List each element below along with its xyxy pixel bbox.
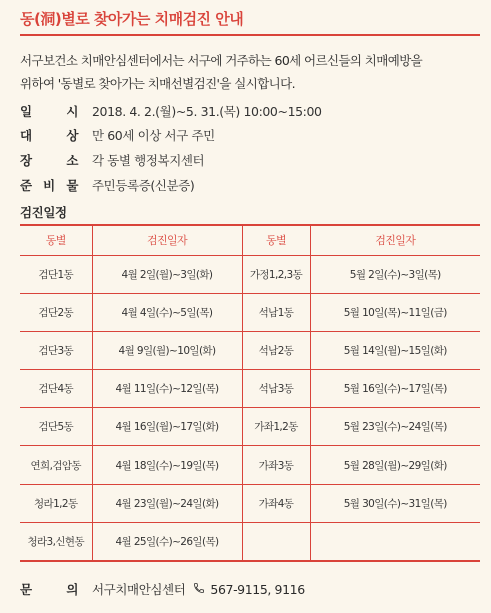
intro-paragraph bbox=[20, 49, 482, 95]
cell-district: 청라1,2동 bbox=[20, 484, 92, 522]
table-row bbox=[20, 522, 480, 560]
header-date-1: 검진일자 bbox=[92, 225, 242, 255]
cell-date: 4월 4일(수)~5일(목) bbox=[92, 293, 242, 331]
info-row-date bbox=[20, 101, 322, 121]
info-row-place bbox=[20, 150, 204, 170]
table-row bbox=[20, 484, 480, 522]
cell-district: 검단2동 bbox=[20, 293, 92, 331]
label-char: 문 bbox=[20, 582, 32, 597]
info-row-target bbox=[20, 125, 215, 145]
schedule-table bbox=[20, 224, 480, 562]
schedule-table-container bbox=[20, 224, 480, 562]
contact-phone: 567-9115, 9116 bbox=[210, 581, 305, 597]
schedule-title: 검진일정 bbox=[20, 205, 67, 220]
cell-district: 청라3,신현동 bbox=[20, 522, 92, 560]
info-label-date bbox=[20, 102, 92, 120]
label-char: 장 bbox=[20, 153, 32, 168]
phone-icon bbox=[193, 582, 207, 597]
intro-line-1: 서구보건소 치매안심센터에서는 서구에 거주하는 60세 어르신들의 치매예방을 bbox=[20, 53, 423, 68]
label-char: 의 bbox=[66, 582, 78, 597]
cell-district: 석남2동 bbox=[242, 331, 310, 369]
intro-line-2: 위하여 '동별로 찾아가는 치매선별검진'을 실시합니다. bbox=[20, 76, 295, 91]
info-value-place: 각 동별 행정복지센터 bbox=[92, 153, 205, 168]
cell-district: 검단5동 bbox=[20, 408, 92, 446]
cell-district: 가좌1,2동 bbox=[242, 408, 310, 446]
cell-date: 4월 23일(월)~24일(화) bbox=[92, 484, 242, 522]
cell-date bbox=[310, 522, 480, 560]
cell-date: 5월 10일(목)~11일(금) bbox=[310, 293, 480, 331]
info-value-target: 만 60세 이상 서구 주민 bbox=[92, 128, 215, 143]
cell-date: 4월 11일(수)~12일(목) bbox=[92, 370, 242, 408]
cell-district: 검단3동 bbox=[20, 331, 92, 369]
cell-date: 5월 2일(수)~3일(목) bbox=[310, 255, 480, 293]
cell-date: 5월 28일(월)~29일(화) bbox=[310, 446, 480, 484]
info-label-items bbox=[20, 176, 92, 194]
info-row-items bbox=[20, 175, 194, 195]
label-char: 물 bbox=[66, 178, 78, 193]
cell-district: 검단4동 bbox=[20, 370, 92, 408]
table-row bbox=[20, 255, 480, 293]
label-char: 상 bbox=[66, 128, 78, 143]
info-value-date: 2018. 4. 2.(월)~5. 31.(목) 10:00~15:00 bbox=[92, 104, 322, 119]
label-char: 시 bbox=[66, 104, 78, 119]
contact-label bbox=[20, 580, 92, 598]
table-row bbox=[20, 331, 480, 369]
cell-date: 4월 25일(수)~26일(목) bbox=[92, 522, 242, 560]
header-date-2: 검진일자 bbox=[310, 225, 480, 255]
cell-date: 5월 14일(월)~15일(화) bbox=[310, 331, 480, 369]
cell-date: 4월 2일(월)~3일(화) bbox=[92, 255, 242, 293]
label-char: 준 bbox=[20, 178, 32, 193]
label-char: 소 bbox=[66, 153, 78, 168]
cell-district: 석남1동 bbox=[242, 293, 310, 331]
cell-date: 4월 18일(수)~19일(목) bbox=[92, 446, 242, 484]
table-row bbox=[20, 446, 480, 484]
cell-date: 4월 16일(월)~17일(화) bbox=[92, 408, 242, 446]
cell-district: 가좌3동 bbox=[242, 446, 310, 484]
cell-district: 연희,검암동 bbox=[20, 446, 92, 484]
table-header-row bbox=[20, 225, 480, 255]
page-title: 동(洞)별로 찾아가는 치매검진 안내 bbox=[20, 10, 244, 28]
label-char: 일 bbox=[20, 104, 32, 119]
cell-date: 4월 9일(월)~10일(화) bbox=[92, 331, 242, 369]
info-value-items: 주민등록증(신분증) bbox=[92, 178, 195, 193]
info-label-target bbox=[20, 126, 92, 144]
title-divider bbox=[20, 34, 480, 36]
header-district-1: 동별 bbox=[20, 225, 92, 255]
cell-date: 5월 23일(수)~24일(목) bbox=[310, 408, 480, 446]
cell-district: 가좌4동 bbox=[242, 484, 310, 522]
contact-org: 서구치매안심센터 bbox=[92, 582, 186, 597]
cell-date: 5월 16일(수)~17일(목) bbox=[310, 370, 480, 408]
cell-date: 5월 30일(수)~31일(목) bbox=[310, 484, 480, 522]
cell-district: 석남3동 bbox=[242, 370, 310, 408]
info-label-place bbox=[20, 151, 92, 169]
label-char: 비 bbox=[43, 178, 55, 193]
cell-district: 검단1동 bbox=[20, 255, 92, 293]
label-char: 대 bbox=[20, 128, 32, 143]
table-row bbox=[20, 408, 480, 446]
table-row bbox=[20, 293, 480, 331]
contact-row bbox=[20, 578, 305, 600]
table-row bbox=[20, 370, 480, 408]
cell-district bbox=[242, 522, 310, 560]
cell-district: 가정1,2,3동 bbox=[242, 255, 310, 293]
header-district-2: 동별 bbox=[242, 225, 310, 255]
